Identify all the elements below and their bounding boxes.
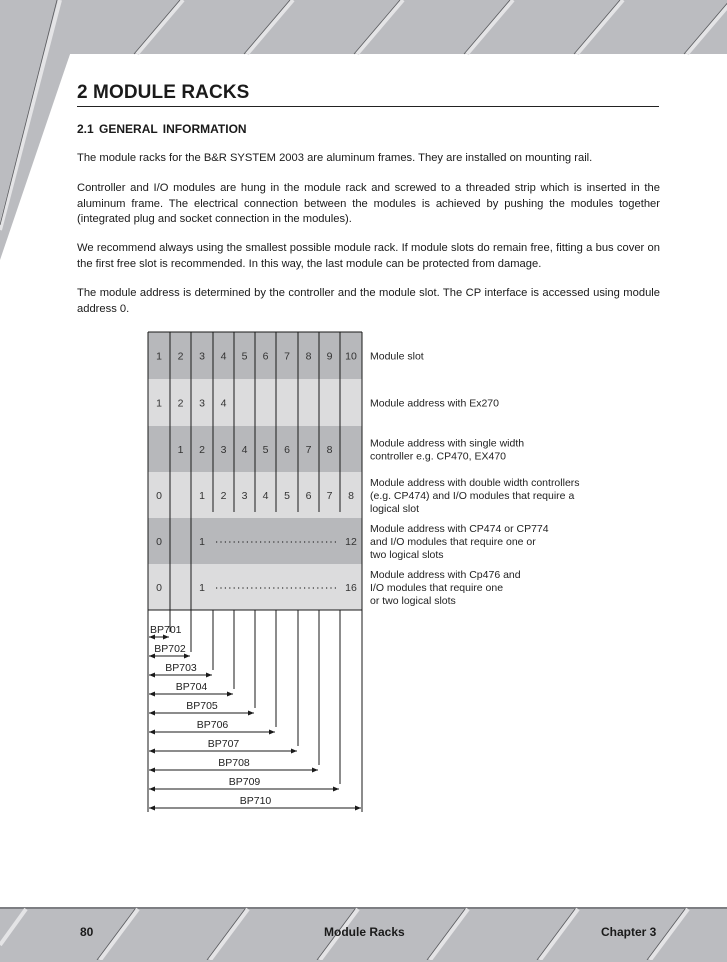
cell-value: 6 — [262, 350, 269, 363]
cell-value: 1 — [156, 350, 162, 363]
cell-value: 0 — [156, 490, 162, 502]
paragraph-4: The module address is determined by the controller and the module slot. The CP interface is accessed using module address 0. — [77, 287, 660, 315]
cell-value: 2 — [177, 350, 184, 363]
row-label: two logical slots — [370, 549, 444, 561]
cell-value: 9 — [326, 350, 333, 363]
paragraph-1: The module racks for the B&R SYSTEM 2003 are aluminum frames. They are installed on mounting rail. — [77, 152, 593, 164]
backplane-label: BP702 — [154, 643, 186, 655]
cell-value: 3 — [220, 444, 227, 456]
cell-value: 16 — [345, 582, 357, 594]
backplane-label: BP707 — [207, 738, 240, 750]
footer-chapter: Chapter 3 — [601, 925, 657, 939]
section-heading: 2.1 GENERAL INFORMATION — [77, 122, 247, 136]
backplane-label: BP703 — [165, 662, 197, 674]
cell-value: 3 — [199, 350, 205, 363]
row-label: Module address with Cp476 and — [370, 569, 521, 581]
backplane-label: BP704 — [175, 681, 208, 693]
row-label: Module address with CP474 or CP774 — [370, 523, 549, 535]
cell-value: 5 — [241, 350, 248, 363]
cell-value: 5 — [284, 490, 290, 502]
row-label: Module slot — [370, 350, 424, 363]
backplane-label: BP708 — [218, 757, 250, 769]
cell-value: 1 — [177, 444, 184, 456]
row-band — [148, 564, 362, 610]
cell-value: 8 — [326, 444, 333, 456]
row-band — [148, 518, 362, 564]
row-label: I/O modules that require one — [370, 582, 504, 594]
cell-value: 1 — [199, 490, 205, 502]
cell-value: 4 — [220, 350, 227, 363]
cell-value: 8 — [348, 490, 354, 502]
cell-value: 10 — [345, 350, 357, 363]
footer-page-number: 80 — [80, 925, 94, 939]
row-label: and I/O modules that require one or — [370, 536, 536, 548]
cell-value: 12 — [345, 536, 357, 548]
backplane-label: BP705 — [186, 700, 218, 712]
cell-value: 1 — [199, 582, 205, 594]
paragraph-3: We recommend always using the smallest possible module rack. If module slots do remain free, fitting a bus cover on the first free slot is recommended. In this way, the last module can be protected from damage. — [77, 242, 660, 270]
cell-value: 2 — [220, 490, 227, 502]
cell-value: 8 — [305, 350, 312, 363]
cell-value: 1 — [156, 397, 162, 410]
row-label: logical slot — [370, 503, 420, 515]
cell-value: 7 — [305, 444, 312, 456]
cell-value: 2 — [199, 444, 205, 456]
cell-value: 7 — [284, 350, 290, 363]
cell-value: 6 — [284, 444, 290, 456]
cell-value: 3 — [241, 490, 248, 502]
footer-section-title: Module Racks — [324, 925, 405, 939]
row-label: (e.g. CP474) and I/O modules that require a — [370, 490, 575, 502]
backplane-label: BP701 — [150, 624, 182, 636]
row-label: Module address with Ex270 — [370, 397, 499, 410]
row-label: or two logical slots — [370, 595, 456, 607]
cell-value: 4 — [262, 490, 269, 502]
backplane-label: BP706 — [196, 719, 229, 731]
cell-value: 3 — [199, 397, 205, 410]
cell-value: 2 — [177, 397, 184, 410]
backplane-label: BP709 — [228, 776, 261, 788]
row-label: Module address with single width — [370, 437, 525, 450]
row-label: controller e.g. CP470, EX470 — [370, 450, 506, 463]
page-title: 2 MODULE RACKS — [77, 82, 250, 103]
cell-value: 4 — [220, 397, 227, 410]
cell-value: 7 — [326, 490, 333, 502]
cell-value: 5 — [262, 444, 269, 456]
paragraph-2: Controller and I/O modules are hung in the module rack and screwed to a threaded strip which is inserted in the aluminum frame. The electrical connection between the modules is achieved by pushing the modules together (integrated plug and socket connection in the modules). — [77, 182, 660, 225]
row-label: Module address with double width controllers — [370, 477, 580, 489]
cell-value: 4 — [241, 444, 248, 456]
cell-value: 1 — [199, 536, 205, 548]
backplane-label: BP710 — [239, 795, 272, 807]
cell-value: 6 — [305, 490, 312, 502]
cell-value: 0 — [156, 536, 162, 548]
cell-value: 0 — [156, 582, 162, 594]
